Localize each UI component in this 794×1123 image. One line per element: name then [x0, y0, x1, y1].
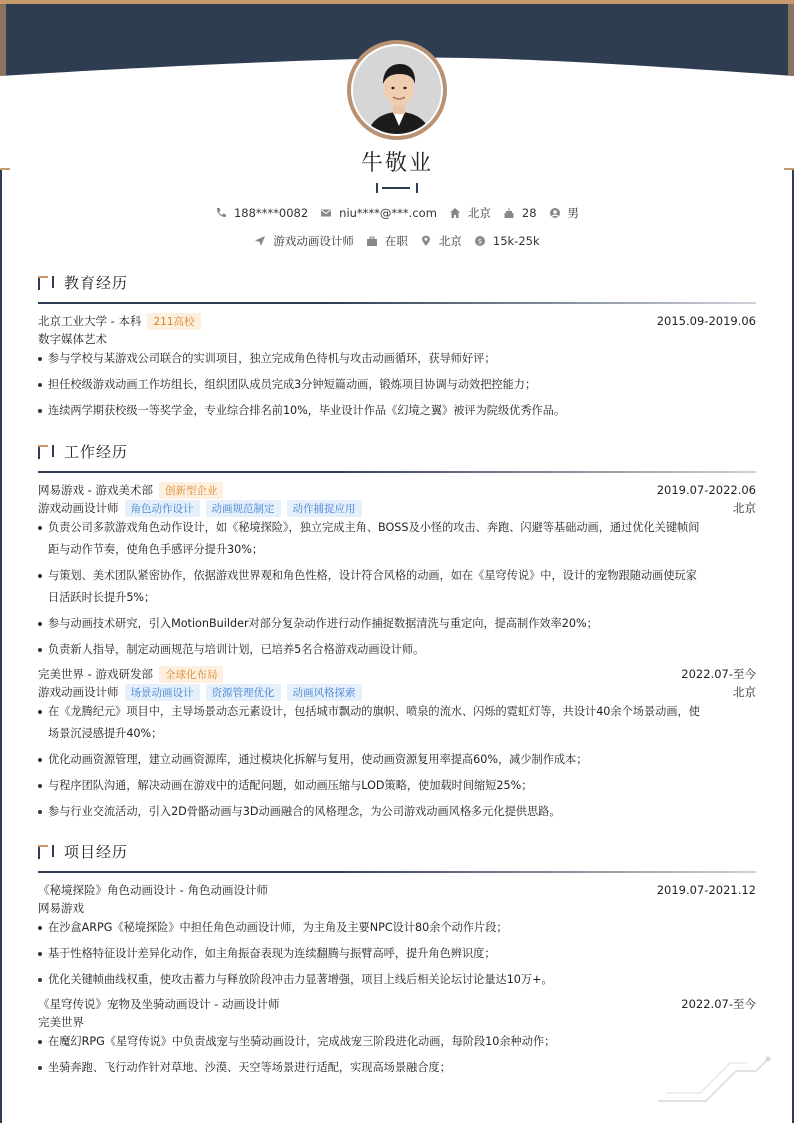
phone-text: 188****0082	[233, 206, 309, 220]
work-period: 2022.07-至今	[681, 667, 756, 681]
bullet-line: 优化动画资源管理，建立动画资源库，通过模块化拆解与复用，使动画资源复用率提高60%，减少制作成本；	[48, 753, 588, 766]
work-bullets	[38, 701, 756, 823]
company-name: 网易游戏 - 游戏美术部	[38, 483, 153, 497]
education-section-title	[38, 270, 756, 294]
bullet-line: 负责公司多款游戏角色动作设计，如《秘境探险》，独立完成主角、BOSS及小怪的攻击、奔跑、闪避等基础动画，通过优化关键帧间	[48, 521, 700, 534]
company-tag: 创新型企业	[159, 482, 224, 499]
list-item	[38, 801, 756, 823]
list-item	[38, 775, 756, 797]
list-item	[38, 565, 756, 609]
salary-text: 15k-25k	[492, 234, 540, 248]
candidate-name: 牛敬业	[360, 151, 433, 176]
education-major-row	[38, 330, 756, 348]
home-icon	[449, 207, 461, 219]
salary-item	[474, 234, 540, 248]
target-city-item	[420, 233, 462, 249]
cake-icon	[503, 207, 515, 219]
work-city: 北京	[733, 501, 756, 515]
work-role-row	[38, 499, 756, 517]
education-period: 2015.09-2019.06	[656, 314, 756, 328]
work-role-row	[38, 683, 756, 701]
skill-tag: 角色动作设计	[125, 500, 200, 517]
project-org: 完美世界	[38, 1015, 84, 1029]
phone-icon	[215, 207, 227, 219]
bullet-line: 日活跃时长提升5%；	[48, 591, 156, 604]
target-city-text: 北京	[438, 234, 462, 248]
project-title: 《星穹传说》宠物及坐骑动画设计 - 动画设计师	[38, 997, 280, 1011]
list-item: 优化关键帧曲线权重，使攻击蓄力与释放阶段冲击力显著增强，项目上线后相关论坛讨论量达10万+。	[38, 969, 756, 991]
gender-item	[549, 205, 580, 221]
section-bracket-icon	[38, 443, 58, 459]
list-item: 在魔幻RPG《星穹传说》中负责战宠与坐骑动画设计，完成战宠三阶段进化动画，每阶段10余种动作；	[38, 1031, 756, 1053]
education-bullets	[38, 348, 756, 422]
list-item	[38, 749, 756, 771]
circuit-decoration-icon	[656, 1045, 776, 1105]
school-tag: 211高校	[147, 313, 200, 330]
list-item: 连续两学期获校级一等奖学金，专业综合排名前10%，毕业设计作品《幻境之翼》被评为院级优秀作品。	[38, 400, 756, 422]
list-item: 坐骑奔跑、飞行动作针对草地、沙漠、天空等场景进行适配，实现高场景融合度；	[38, 1057, 756, 1079]
project-entry-header	[38, 995, 756, 1013]
phone-item	[215, 206, 308, 220]
work-entry-header	[38, 665, 756, 683]
email-text: niu****@***.com	[339, 206, 437, 220]
bullet-line: 与程序团队沟通，解决动画在游戏中的适配问题，如动画压缩与LOD策略，使加载时间缩短25%；	[48, 779, 533, 792]
gender-text: 男	[567, 206, 580, 220]
page-frame-right	[784, 168, 794, 1123]
work-entry-header	[38, 481, 756, 499]
section-bracket-icon	[38, 274, 58, 290]
skill-tag: 场景动画设计	[125, 684, 200, 701]
skill-tag: 动作捕捉应用	[287, 500, 362, 517]
education-entry-header	[38, 312, 756, 330]
education-section	[38, 270, 756, 426]
job-role: 游戏动画设计师	[38, 685, 119, 699]
list-item: 基于性格特征设计差异化动作，如主角振奋表现为连续翻腾与振臂高呼，提升角色辨识度；	[38, 943, 756, 965]
project-org: 网易游戏	[38, 901, 84, 915]
project-title: 《秘境探险》角色动画设计 - 角色动画设计师	[38, 883, 268, 897]
target-job-text: 游戏动画设计师	[273, 234, 354, 248]
mail-icon	[320, 207, 332, 219]
skill-tag: 动画风格探索	[287, 684, 362, 701]
project-org-row	[38, 899, 756, 917]
project-section-title	[38, 839, 756, 863]
bullet-line: 场景沉浸感提升40%；	[48, 727, 163, 740]
bullet-line: 参与行业交流活动，引入2D骨骼动画与3D动画融合的风格理念，为公司游戏动画风格多元化提供思路。	[48, 805, 561, 818]
list-item: 在沙盒ARPG《秘境探险》中担任角色动画设计师，为主角及主要NPC设计80余个动作片段；	[38, 917, 756, 939]
section-divider	[38, 871, 756, 873]
list-item: 担任校级游戏动画工作坊组长，组织团队成员完成3分钟短篇动画，锻炼项目协调与动效把控能力；	[38, 374, 756, 396]
job-intent-row	[0, 233, 794, 249]
skill-tag: 资源管理优化	[206, 684, 281, 701]
project-period: 2019.07-2021.12	[656, 883, 756, 897]
project-entry-header	[38, 881, 756, 899]
bullet-line: 与策划、美术团队紧密协作，依据游戏世界观和角色性格，设计符合风格的动画，如在《星穹传说》中，设计的宠物跟随动画使玩家	[48, 569, 697, 582]
avatar-ring	[347, 40, 447, 140]
person-photo-icon	[353, 46, 443, 136]
gender-icon	[549, 207, 561, 219]
work-section	[38, 439, 756, 827]
education-title-text: 教育经历	[64, 273, 129, 292]
skill-tag: 动画规范制定	[206, 500, 281, 517]
list-item	[38, 701, 756, 745]
company-tag: 全球化布局	[159, 666, 224, 683]
svg-text:$: $	[477, 237, 483, 246]
list-item	[38, 639, 756, 661]
list-item	[38, 517, 756, 561]
project-bullets	[38, 917, 756, 991]
work-entry-2	[38, 665, 756, 823]
bullet-line: 参与动画技术研究，引入MotionBuilder对部分复杂动作进行动作捕捉数据清洗与重定向，提高制作效率20%；	[48, 617, 598, 630]
briefcase-icon	[366, 235, 378, 247]
age-item	[503, 206, 537, 220]
work-bullets	[38, 517, 756, 661]
work-title-text: 工作经历	[64, 442, 129, 461]
send-icon	[254, 235, 266, 247]
company-name: 完美世界 - 游戏研发部	[38, 667, 153, 681]
job-role: 游戏动画设计师	[38, 501, 119, 515]
section-divider	[38, 471, 756, 473]
work-entry-1	[38, 481, 756, 661]
project-org-row	[38, 1013, 756, 1031]
age-text: 28	[521, 206, 537, 220]
list-item	[38, 613, 756, 635]
location-pin-icon	[420, 235, 432, 247]
section-bracket-icon	[38, 843, 58, 859]
name-divider-ornament	[376, 182, 418, 194]
project-entry-1	[38, 881, 756, 991]
work-period: 2019.07-2022.06	[656, 483, 756, 497]
city-text: 北京	[467, 206, 491, 220]
major-name: 数字媒体艺术	[38, 332, 107, 346]
list-item: 参与学校与某游戏公司联合的实训项目，独立完成角色待机与攻击动画循环，获导师好评；	[38, 348, 756, 370]
status-item	[366, 233, 408, 249]
city-item	[449, 205, 491, 221]
section-divider	[38, 302, 756, 304]
money-icon	[474, 235, 486, 247]
bullet-line: 负责新人指导，制定动画规范与培训计划，已培养5名合格游戏动画设计师。	[48, 643, 425, 656]
project-section	[38, 839, 756, 1083]
project-bullets	[38, 1031, 756, 1079]
target-job-item	[254, 233, 354, 249]
contact-info-row	[0, 205, 794, 221]
bullet-line: 距与动作节奏，使角色手感评分提升30%；	[48, 543, 264, 556]
project-entry-2	[38, 995, 756, 1079]
project-title-text: 项目经历	[64, 842, 129, 861]
avatar	[351, 44, 443, 136]
work-section-title	[38, 439, 756, 463]
bullet-line: 在《龙腾纪元》项目中，主导场景动态元素设计，包括城市飘动的旗帜、喷泉的流水、闪烁的霓虹灯等，共设计40余个场景动画，使	[48, 705, 700, 718]
project-period: 2022.07-至今	[681, 997, 756, 1011]
status-text: 在职	[384, 234, 408, 248]
school-name: 北京工业大学 - 本科	[38, 314, 142, 328]
page-frame-left	[0, 168, 10, 1123]
work-city: 北京	[733, 685, 756, 699]
email-item	[320, 206, 437, 220]
